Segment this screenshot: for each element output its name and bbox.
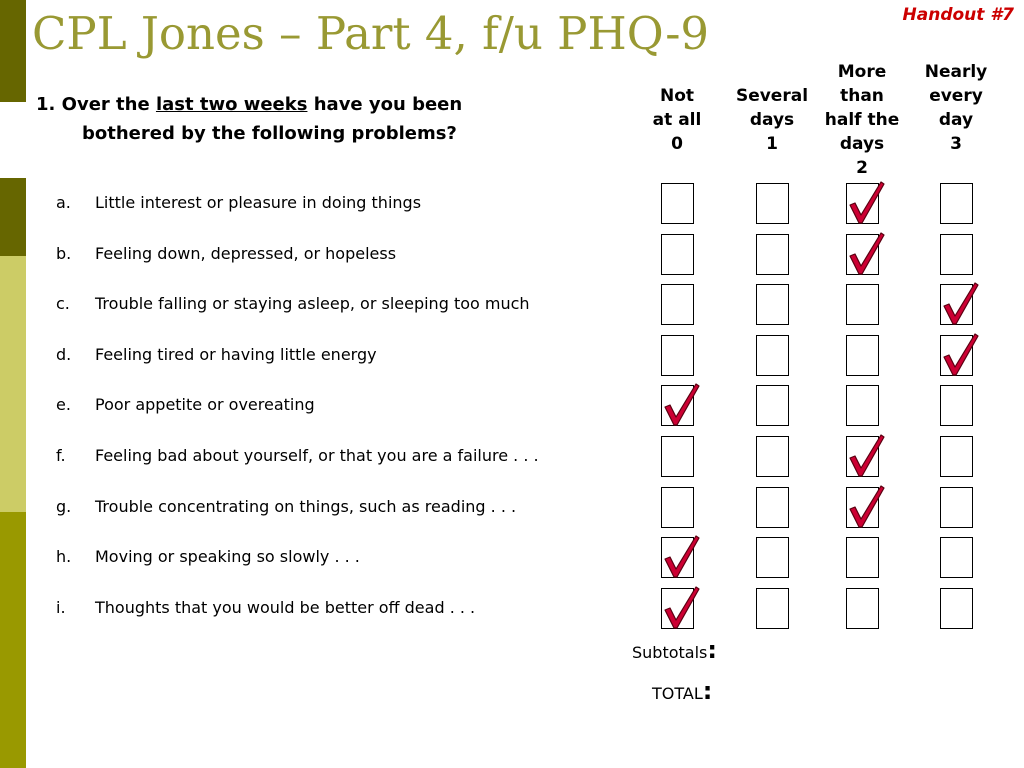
response-checkbox[interactable] (940, 284, 973, 325)
response-checkbox[interactable] (661, 385, 694, 426)
item-letter: f. (56, 446, 66, 465)
response-checkbox[interactable] (940, 537, 973, 578)
item-row (0, 588, 1024, 628)
response-checkbox[interactable] (756, 436, 789, 477)
response-checkbox[interactable] (756, 537, 789, 578)
total-label: TOTAL (652, 684, 703, 703)
column-header-line: days (749, 110, 795, 130)
item-row (0, 284, 1024, 324)
response-checkbox[interactable] (846, 537, 879, 578)
response-checkbox[interactable] (756, 487, 789, 528)
item-text: Moving or speaking so slowly . . . (95, 547, 360, 566)
response-checkbox[interactable] (661, 335, 694, 376)
item-letter: h. (56, 547, 72, 566)
response-checkbox[interactable] (756, 284, 789, 325)
column-header-line: 0 (671, 134, 683, 154)
question-underlined: last two weeks (155, 94, 308, 115)
item-letter: g. (56, 497, 72, 516)
item-row (0, 537, 1024, 577)
column-header-3 (908, 60, 1004, 156)
item-row (0, 234, 1024, 274)
question-prompt (36, 90, 462, 148)
response-checkbox[interactable] (661, 284, 694, 325)
column-header-line: at all (652, 110, 702, 130)
response-checkbox[interactable] (756, 385, 789, 426)
response-checkbox[interactable] (846, 284, 879, 325)
column-header-line: More than (837, 62, 887, 106)
response-checkbox[interactable] (940, 436, 973, 477)
column-header-line: 2 (856, 158, 868, 178)
subtotals-colon: : (707, 636, 717, 664)
response-checkbox[interactable] (940, 385, 973, 426)
item-row (0, 385, 1024, 425)
item-row (0, 487, 1024, 527)
column-header-line: every (929, 86, 983, 106)
response-checkbox[interactable] (940, 487, 973, 528)
item-text: Poor appetite or overeating (95, 395, 315, 414)
column-header-line: day (938, 110, 974, 130)
response-checkbox[interactable] (846, 487, 879, 528)
response-checkbox[interactable] (846, 335, 879, 376)
item-text: Thoughts that you would be better off dead . . . (95, 598, 476, 617)
item-row (0, 436, 1024, 476)
response-checkbox[interactable] (846, 234, 879, 275)
question-prefix: Over the (61, 94, 150, 115)
handout-label: Handout #7 (902, 5, 1014, 25)
response-checkbox[interactable] (661, 436, 694, 477)
item-letter: c. (56, 294, 70, 313)
response-checkbox[interactable] (756, 183, 789, 224)
item-row (0, 183, 1024, 223)
item-text: Trouble concentrating on things, such as reading . . . (95, 497, 517, 516)
item-text: Trouble falling or staying asleep, or sleeping too much (95, 294, 530, 313)
column-header-line: days (839, 134, 885, 154)
response-checkbox[interactable] (940, 335, 973, 376)
response-checkbox[interactable] (846, 436, 879, 477)
item-letter: i. (56, 598, 66, 617)
column-header-2 (814, 60, 910, 180)
item-text: Feeling down, depressed, or hopeless (95, 244, 397, 263)
response-checkbox[interactable] (756, 588, 789, 629)
item-letter: b. (56, 244, 72, 263)
item-letter: a. (56, 193, 71, 212)
item-row (0, 335, 1024, 375)
question-number: 1. (36, 94, 56, 115)
column-header-0 (629, 84, 725, 156)
response-checkbox[interactable] (846, 385, 879, 426)
column-header-line: Nearly (924, 62, 988, 82)
total-row (652, 677, 712, 705)
response-checkbox[interactable] (661, 183, 694, 224)
column-header-line: 3 (950, 134, 962, 154)
item-letter: d. (56, 345, 72, 364)
response-checkbox[interactable] (661, 588, 694, 629)
response-checkbox[interactable] (846, 588, 879, 629)
item-text: Feeling tired or having little energy (95, 345, 377, 364)
total-colon: : (702, 677, 713, 705)
item-letter: e. (56, 395, 71, 414)
column-header-line: half the (824, 110, 900, 130)
response-checkbox[interactable] (756, 335, 789, 376)
response-checkbox[interactable] (756, 234, 789, 275)
response-checkbox[interactable] (661, 487, 694, 528)
item-text: Little interest or pleasure in doing things (95, 193, 422, 212)
column-header-line: 1 (766, 134, 778, 154)
column-header-line: Not (659, 86, 695, 106)
response-checkbox[interactable] (661, 234, 694, 275)
question-line2: bothered by the following problems? (82, 123, 457, 144)
response-checkbox[interactable] (940, 183, 973, 224)
subtotals-row (632, 636, 717, 664)
response-checkbox[interactable] (846, 183, 879, 224)
page-title: CPL Jones – Part 4, f/u PHQ-9 (32, 7, 710, 60)
column-header-1 (724, 84, 820, 156)
response-checkbox[interactable] (940, 588, 973, 629)
side-bar-segment (0, 0, 26, 102)
subtotals-label: Subtotals (632, 643, 708, 662)
question-suffix: have you been (313, 94, 463, 115)
response-checkbox[interactable] (661, 537, 694, 578)
column-header-line: Several (735, 86, 809, 106)
item-text: Feeling bad about yourself, or that you are a failure . . . (95, 446, 539, 465)
response-checkbox[interactable] (940, 234, 973, 275)
